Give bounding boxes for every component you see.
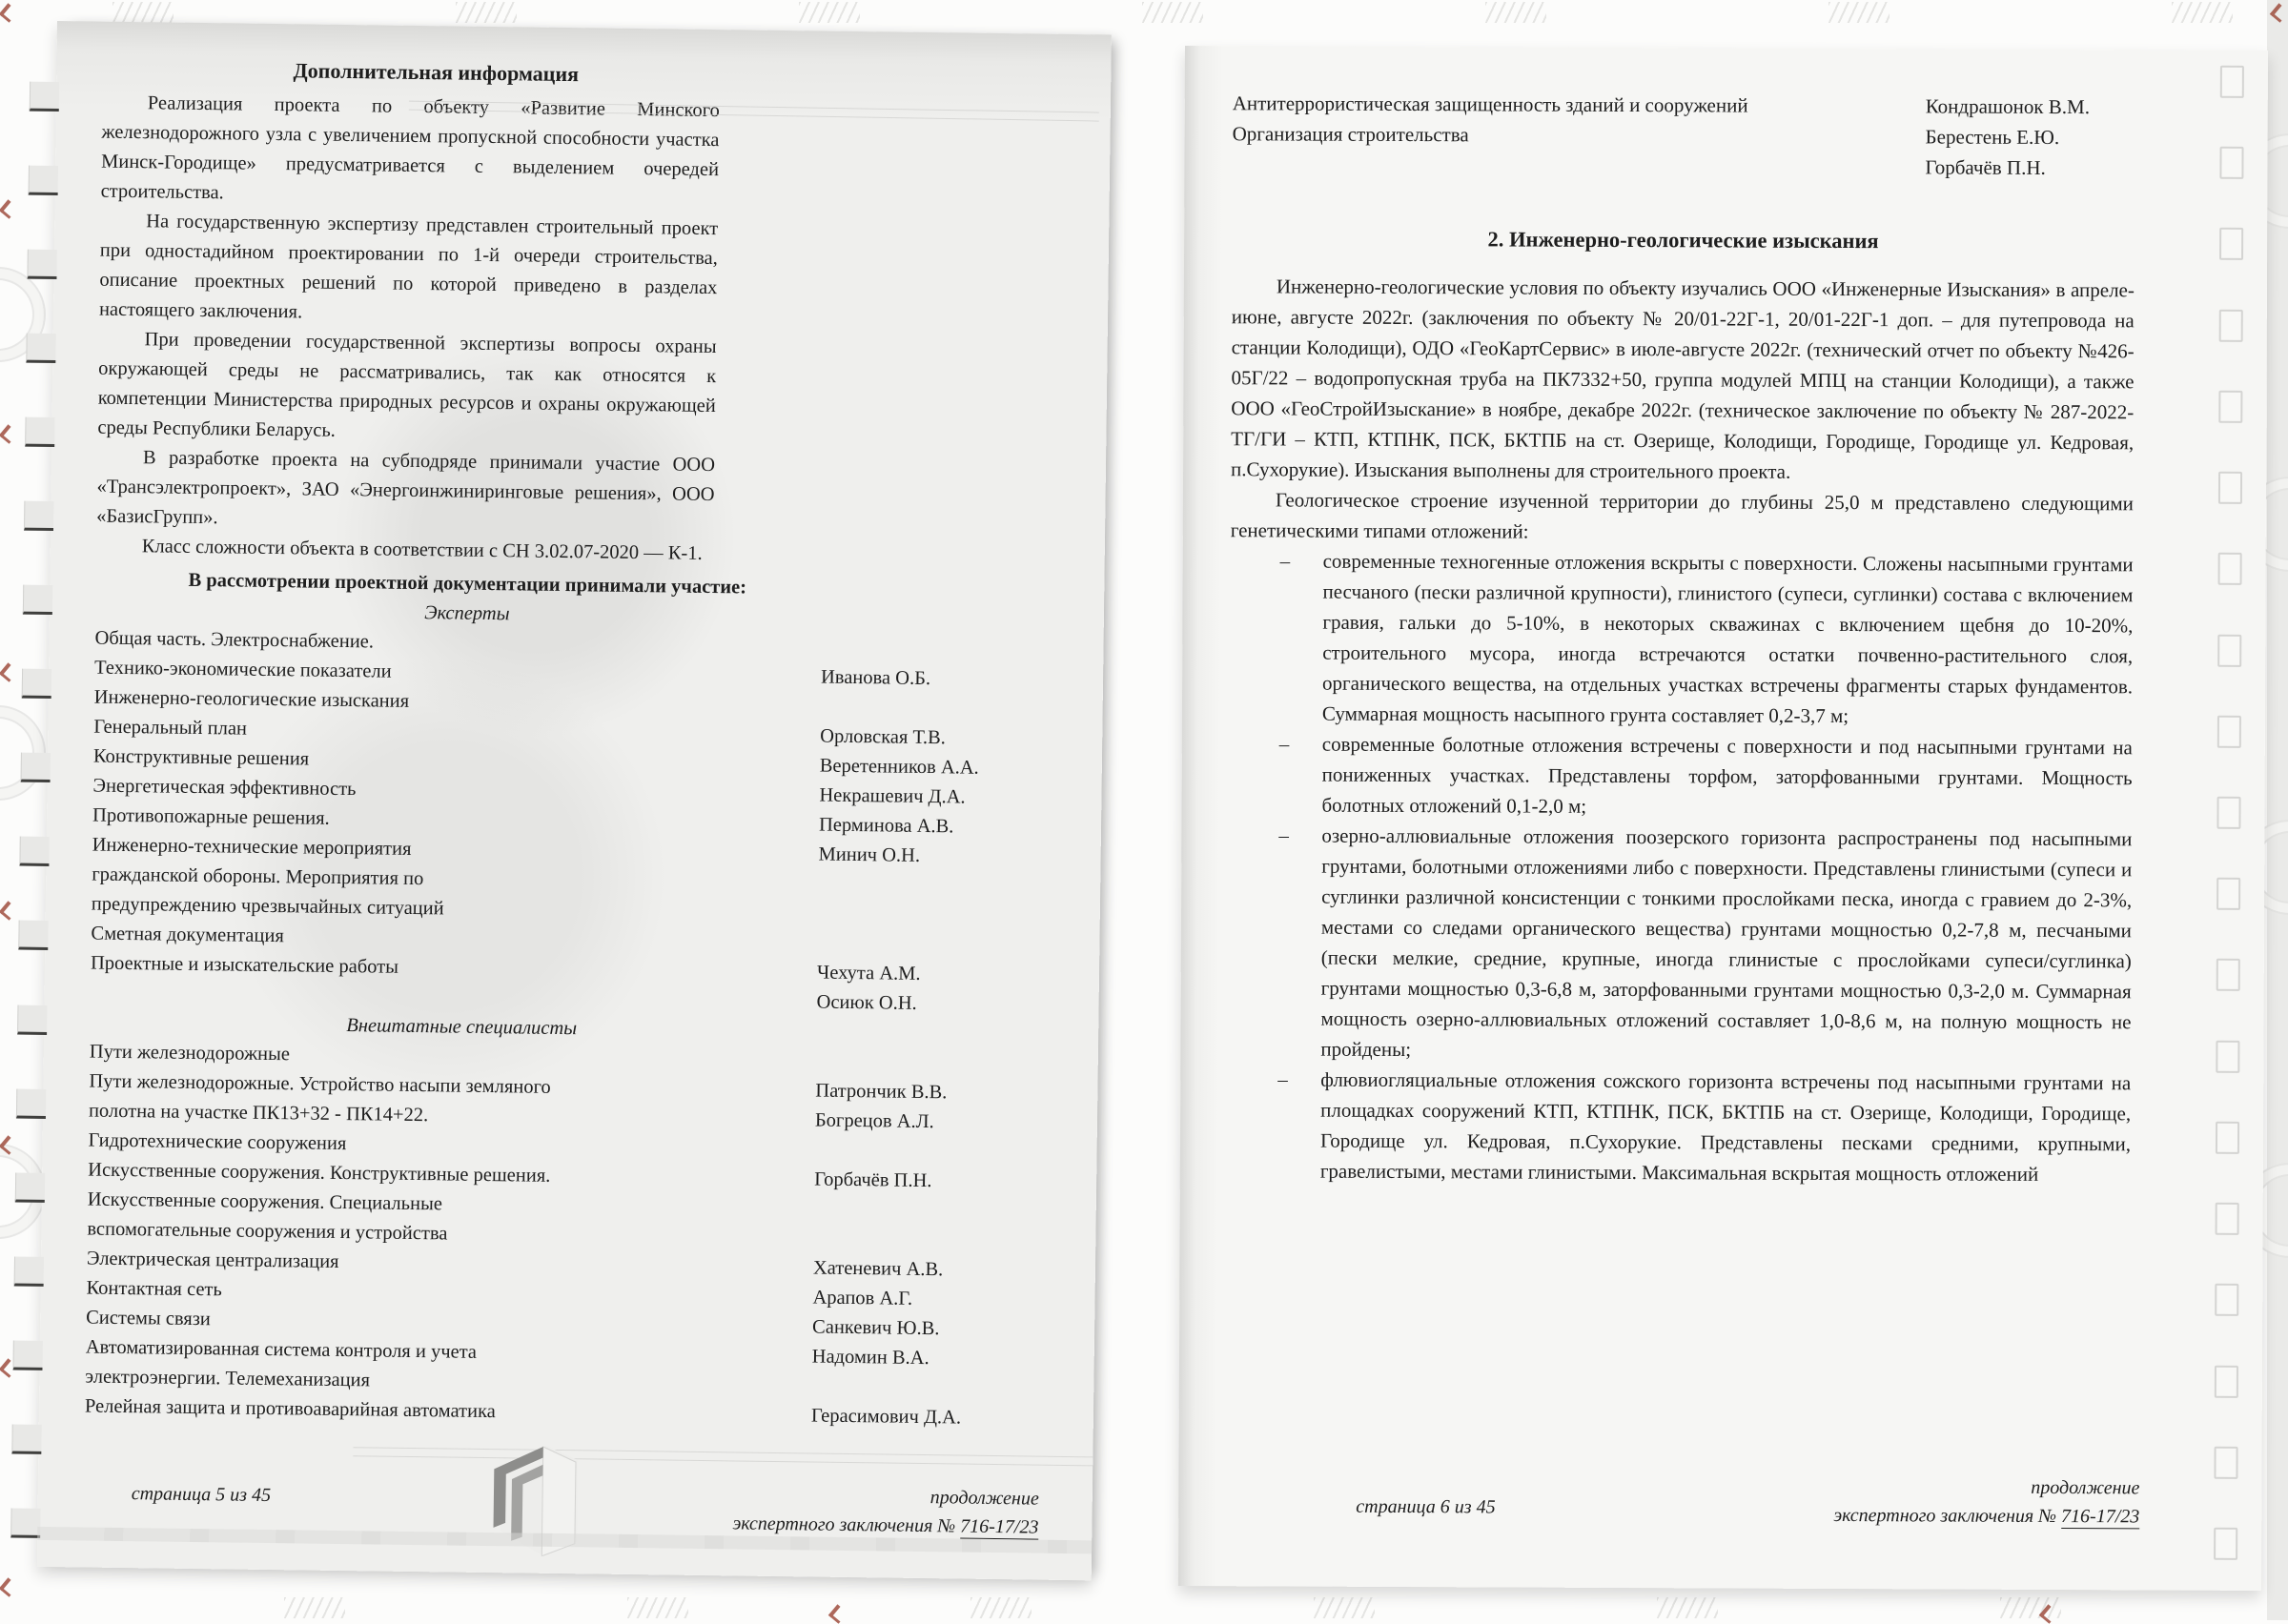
deposit-type-item: – флювиогляциальные отложения сожского горизонта встречены под насыпными грунтами на площадках сооружений КТП, КТПНК, ПСК, БКТПБ на ст. Озерище, Колодищи, Городище, Городище ул. Кедровая, п.Сухорукие. Представлены песками средними, крупными, гравелистыми, местами глинистыми. Максимальная вскрытая мощность отложений	[1228, 1064, 2132, 1189]
page-left-content	[39, 21, 1112, 1434]
expert-role: Технико-экономические показатели	[93, 657, 392, 682]
continuation-line1: продолжение	[2031, 1476, 2140, 1499]
expert-name	[820, 693, 990, 724]
assignment-row	[1233, 88, 2135, 122]
expert-name: Чехута А.М.	[816, 962, 921, 985]
expert-role: Противопожарные решения.	[92, 804, 330, 829]
continuation-prefix: экспертного заключения №	[732, 1512, 961, 1537]
freelance-role: электроэнергии. Телемеханизация	[85, 1366, 371, 1391]
paragraph: При проведении государственной экспертизы вопросы охраны окружающей среды не рассматривались, так как относятся к компетенции Министерства природных ресурсов и охраны окружающей среды Республики Беларусь.	[97, 329, 717, 441]
expert-name	[818, 870, 988, 902]
conclusion-number: 716-17/23	[2061, 1506, 2140, 1528]
expert-name: Иванова О.Б.	[820, 666, 931, 690]
freelance-name: Горбачёв П.Н.	[814, 1168, 932, 1192]
edge-hatch-ornament	[1828, 2, 1890, 23]
scanner-edge-strip	[2267, 0, 2288, 1620]
participation-heading: В рассмотрении проектной документации принимали участие:	[188, 569, 747, 599]
freelance-heading: Внештатные специалисты	[346, 1015, 578, 1040]
freelance-name	[814, 1194, 984, 1226]
continuation-line2	[1833, 1501, 2139, 1531]
continuation-line1: продолжение	[930, 1487, 1039, 1510]
assignment-role: Антитеррористическая защищенность зданий и сооружений	[1232, 91, 1748, 117]
expert-role: Генеральный план	[93, 716, 248, 740]
paragraph: В разработке проекта на субподряде принимали участие ООО «Трансэлектропроект», ЗАО «Энергоинжиниринговые решения», ООО «БазисГрупп».	[96, 447, 716, 529]
freelance-name: Богрецов А.Л.	[814, 1109, 934, 1133]
page-number: страница 6 из 45	[1356, 1495, 1496, 1518]
edge-hatch-ornament	[284, 1597, 345, 1618]
expert-role: Общая часть. Электроснабжение.	[94, 627, 375, 653]
red-corner-mark	[0, 424, 18, 443]
freelance-name	[814, 1136, 984, 1167]
edge-hatch-ornament	[1142, 2, 1203, 23]
red-corner-mark	[0, 662, 18, 681]
edge-hatch-ornament	[456, 2, 517, 23]
expert-name: Минич О.Н.	[818, 843, 921, 866]
freelance-role: Системы связи	[86, 1307, 212, 1330]
freelance-name: Патрончик В.В.	[815, 1080, 948, 1104]
edge-hatch-ornament	[627, 1597, 688, 1618]
red-corner-mark	[0, 901, 18, 920]
expert-name: Орловская Т.В.	[820, 725, 947, 749]
page-number: страница 5 из 45	[131, 1483, 272, 1507]
freelance-name: Арапов А.Г.	[812, 1287, 913, 1309]
expert-role: Проектные и изыскательские работы	[90, 952, 399, 978]
deposit-type-item: – озерно-аллювиальные отложения поозерского горизонта распространены под насыпными грунтами, болотными отложениями либо с поверхности. Представлены глинистыми (супеси и суглинки различной консистенции с тонкими прослойками песка, иногда с гравием до 2-3%, местами со следами органического вещества) грунтами мощностью 0,2-7,8 м, песчаными (пески мелкие, средние, крупные, иногда глинистые с прослойками супеси/суглинка) грунтами мощностью 0,3-6,8 м, заторфованными грунтами мощностью 0,3-2,0 м. Суммарная мощность озерно-аллювиальных отложений составляет 1,0-8,6 м, на полную мощность не пройдены;	[1228, 820, 2132, 1067]
section-heading: 2. Инженерно-геологические изыскания	[1487, 227, 1879, 254]
expert-name	[817, 929, 987, 961]
freelance-role: Пути железнодорожные	[89, 1041, 291, 1066]
underlay-page-edge	[353, 1447, 1093, 1466]
paragraph: Реализация проекта по объекту «Развитие Минского железнодорожного узла с увеличением пропускной способности участка Минск-Городище» предусматривается с выделением очередей строительства.	[100, 92, 720, 204]
freelance-name: Надомин В.А.	[811, 1346, 930, 1370]
freelance-name: Хатеневич А.В.	[812, 1257, 944, 1281]
page-title: Дополнительная информация	[293, 58, 580, 87]
scanned-page-right	[1178, 46, 2268, 1591]
assignment-role: Организация строительства	[1232, 122, 1469, 147]
continuation-prefix: экспертного заключения №	[1833, 1504, 2062, 1528]
freelance-name	[816, 1047, 986, 1079]
assignments-list	[1232, 88, 2135, 183]
expert-role: Инженерно-геологические изыскания	[93, 686, 410, 712]
deposit-type-item: – современные болотные отложения встречены с поверхности и под насыпными грунтами на пониженных участках. Представлены торфом, заторфованными грунтами. Мощность болотных отложений 0,1-2,0 м;	[1229, 728, 2132, 823]
expert-name	[818, 900, 988, 931]
assignment-name: Кондрашонок В.М.	[1925, 94, 2091, 119]
red-corner-mark	[828, 1604, 848, 1623]
paragraph: Геологическое строение изученной территории до глубины 25,0 м представлено следующими генетическими типами отложений:	[1230, 488, 2134, 543]
expert-role: Инженерно-технические мероприятия	[92, 834, 412, 860]
edge-hatch-ornament	[1314, 1597, 1375, 1618]
expert-name: Осиюк О.Н.	[816, 991, 917, 1014]
assignment-name: Горбачёв П.Н.	[1925, 155, 2046, 179]
expert-role: Сметная документация	[91, 923, 284, 947]
freelance-role: Искусственные сооружения. Специальные	[87, 1188, 443, 1215]
expert-name: Веретенников А.А.	[819, 755, 979, 779]
paragraph: Инженерно-геологические условия по объекту изучались ООО «Инженерные Изыскания» в апреле-июне, августе 2022г. (заключения по объекту № 20/01-22Г-1, 20/01-22Г-1 доп. – для путепровода на станции Колодищи), ОДО «ГеоКартСервис» в июле-августе 2022г. (технический отчет по объекту №426-05Г/22 – водопропускная труба на ПК7332+50, группа модулей МПЦ на станции Колодищи), а также ООО «ГеоСтройИзыскание» в ноябре, декабре 2022г. (техническое заключение по объекту № 287-2022-ТГ/ГИ – КТП, КТПНК, ПСК, БКТПБ на ст. Озерище, Колодищи, Городище, Городище ул. Кедровая, п.Сухорукие). Изыскания выполнены для строительного проекта.	[1231, 274, 2135, 483]
expert-role: гражданской обороны. Мероприятия по	[92, 863, 424, 890]
continuation-note	[1833, 1472, 2139, 1531]
assignment-name: Берестень Е.Ю.	[1925, 125, 2060, 150]
freelance-name	[811, 1371, 981, 1403]
freelance-role: Искусственные сооружения. Конструктивные решения.	[88, 1159, 551, 1187]
freelance-role: Контактная сеть	[86, 1277, 222, 1301]
expert-role: предупреждению чрезвычайных ситуаций	[91, 893, 444, 920]
paragraph: Класс сложности объекта в соответствии с СН 3.02.07-2020 — К-1.	[141, 536, 703, 564]
freelance-role: вспомогательные сооружения и устройства	[87, 1218, 448, 1245]
red-corner-mark	[0, 3, 18, 22]
freelance-name: Санкевич Ю.В.	[811, 1316, 940, 1340]
edge-hatch-ornament	[112, 2, 174, 23]
freelance-list	[85, 1038, 986, 1433]
scanned-page-left	[37, 21, 1112, 1580]
experts-list	[90, 624, 991, 1020]
edge-hatch-ornament	[1485, 2, 1546, 23]
edge-hatch-ornament	[1657, 1597, 1718, 1618]
page-right-content	[1180, 46, 2268, 1190]
assignment-row	[1233, 118, 2135, 152]
expert-role: Энергетическая эффективность	[92, 775, 357, 801]
red-corner-mark	[0, 1577, 18, 1596]
assignment-role	[1232, 149, 1861, 182]
freelance-role: Электрическая централизация	[86, 1248, 339, 1272]
expert-role: Конструктивные решения	[92, 745, 310, 770]
assignment-row	[1232, 149, 2135, 183]
freelance-role: Гидротехнические сооружения	[88, 1129, 347, 1155]
freelance-role: Пути железнодорожные. Устройство насыпи земляного	[89, 1070, 551, 1098]
conclusion-number: 716-17/23	[960, 1515, 1039, 1538]
expert-name	[821, 634, 991, 665]
edge-hatch-ornament	[970, 1597, 1032, 1618]
continuation-note	[732, 1480, 1039, 1541]
expert-name: Перминова А.В.	[818, 814, 954, 838]
edge-hatch-ornament	[2172, 2, 2233, 23]
freelance-role: Релейная защита и противоаварийная автоматика	[84, 1395, 496, 1423]
freelance-role: Автоматизированная система контроля и учета	[85, 1336, 478, 1363]
freelance-role: полотна на участке ПК13+32 - ПК14+22.	[88, 1100, 429, 1127]
deposit-type-item: – современные техногенные отложения вскрыты с поверхности. Сложены насыпными грунтами песчаного (пески различной крупности), глинистого (супеси, суглинки) состава с включением гравия, гальки до 5-10%, в некоторых скважинах с включением щебня до 10-20%, строительного мусора, иногда встречаются остатки почвенно-растительного слоя, органического вещества, на отдельных участках встречены фрагменты старых фундаментов. Суммарная мощность насыпного грунта составляет 0,2-3,7 м;	[1230, 545, 2134, 732]
edge-hatch-ornament	[799, 2, 860, 23]
red-corner-mark	[0, 199, 18, 218]
experts-heading: Эксперты	[424, 602, 510, 625]
freelance-name: Герасимович Д.А.	[810, 1405, 962, 1429]
paragraph: На государственную экспертизу представлен строительный проект при одностадийном проектировании по 1-й очереди строительства, описание проектных решений по которой приведено в разделах настоящего заключения.	[98, 211, 719, 323]
expert-name: Некрашевич Д.А.	[819, 784, 966, 808]
freelance-name	[813, 1224, 983, 1255]
